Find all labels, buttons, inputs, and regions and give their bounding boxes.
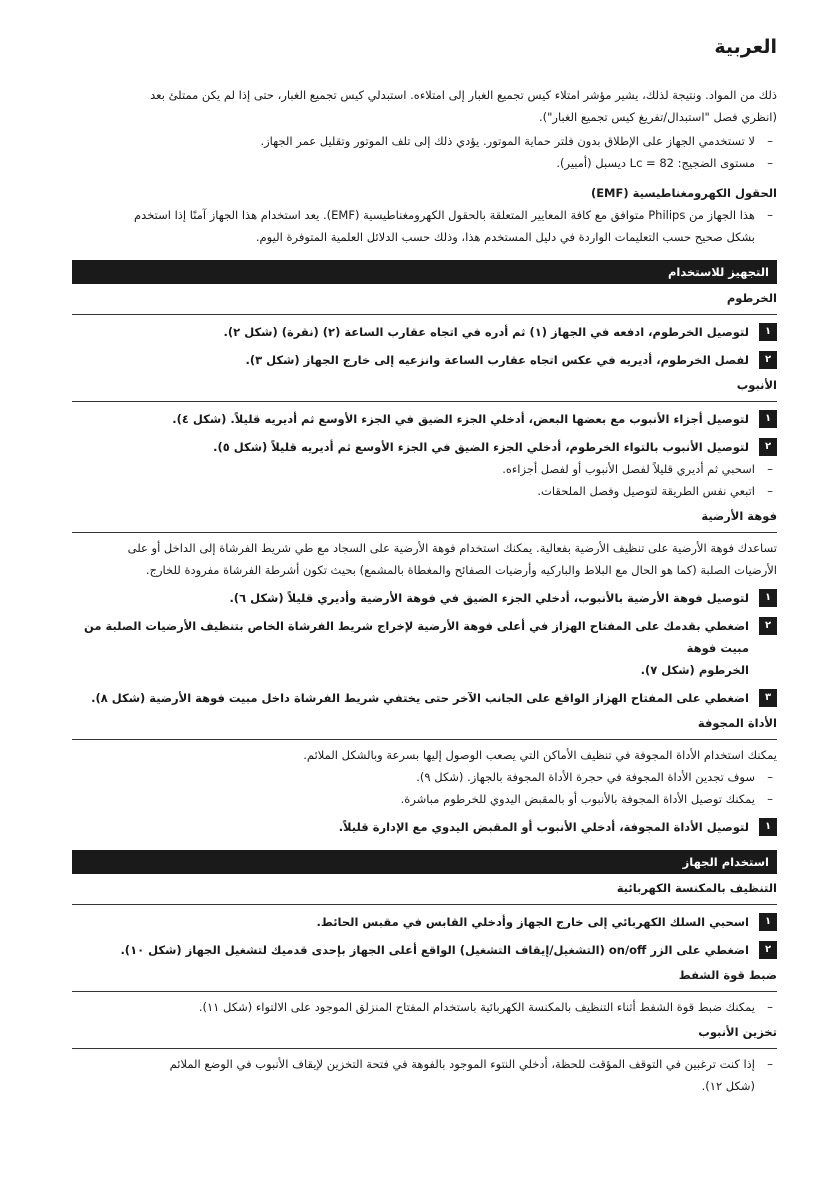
subsection-tube-title: الأنبوب xyxy=(736,378,777,392)
section-bar-using: استخدام الجهاز xyxy=(72,850,777,874)
step-text: لتوصيل أجزاء الأنبوب مع بعضها البعض، أدخلي الجزء الضيق في الجزء الأوسع ثم أديريه قليلاً. (شكل ٤). xyxy=(172,412,749,426)
bullet-motor-filter: – لا تستخدمي الجهاز على الإطلاق بدون فلتر حماية الموتور. يؤدي ذلك إلى تلف الموتور وتقليل عمر الجهاز. xyxy=(72,130,777,152)
storage-bullet-1: – إذا كنت ترغبين في التوقف المؤقت للحظة، أدخلي النتوء الموجود بالفوهة في فتحة التخزين لإيقاف الأنبوب في الوضع الملائم xyxy=(72,1053,777,1075)
tube-step-1 xyxy=(72,408,777,430)
step-number: ٢ xyxy=(759,617,777,635)
floor-nozzle-text: تساعدك فوهة الأرضية على تنظيف الأرضية بفعالية. يمكنك استخدام فوهة الأرضية على السجاد مع طي شريط الفرشاة إلى الداخل أو على xyxy=(127,541,777,555)
bullet-noise-level: – مستوى الضجيج: Lc = 82 ديسبل (أمبير). xyxy=(72,152,777,174)
floor-step-3 xyxy=(72,687,777,709)
cleaning-step-1 xyxy=(72,911,777,933)
floor-nozzle-text-cont: الأرضيات الصلبة (كما هو الحال مع البلاط والباركيه وأرضيات الصفائح والمغطاة بالمشمع) بحيث تكون أشرطة الفرشاة مفرودة للخارج. xyxy=(145,563,777,577)
tube-step-2 xyxy=(72,436,777,458)
divider xyxy=(72,314,777,315)
page-title: العربية xyxy=(714,36,777,58)
crevice-bullet-2: – يمكنك توصيل الأداة المجوفة بالأنبوب أو بالمقبض اليدوي للخرطوم مباشرة. xyxy=(72,788,777,810)
step-number: ٢ xyxy=(759,351,777,369)
step-text: اسحبي السلك الكهربائي إلى خارج الجهاز وأدخلي القابس في مقبس الحائط. xyxy=(316,915,749,929)
emf-heading: الحقول الكهرومغناطيسية (EMF) xyxy=(590,186,777,200)
crevice-bullet-1: – سوف تجدين الأداة المجوفة في حجرة الأداة المجوفة بالجهاز. (شكل ٩). xyxy=(72,766,777,788)
subsection-tube-storage-title: تخزين الأنبوب xyxy=(698,1025,777,1039)
floor-step-2 xyxy=(72,615,777,681)
step-text: لتوصيل فوهة الأرضية بالأنبوب، أدخلي الجزء الضيق في فوهة الأرضية وأديري قليلاً (شكل ٦). xyxy=(229,591,749,605)
step-text: لتوصيل الخرطوم، ادفعه في الجهاز (١) ثم أدره في اتجاه عقارب الساعة (٢) (نقرة) (شكل ٢). xyxy=(223,325,749,339)
intro-text-cont: (انظري فصل "استبدال/تفريغ كيس تجميع الغبار"). xyxy=(538,110,777,124)
divider xyxy=(72,904,777,905)
divider xyxy=(72,991,777,992)
crevice-step-1 xyxy=(72,816,777,838)
step-number: ١ xyxy=(759,410,777,428)
step-text: لتوصيل الأداة المجوفة، أدخلي الأنبوب أو المقبض اليدوي مع الإدارة قليلاً. xyxy=(338,820,749,834)
divider xyxy=(72,1048,777,1049)
step-number: ٣ xyxy=(759,689,777,707)
subsection-cleaning-title: التنظيف بالمكنسة الكهربائية xyxy=(616,881,777,895)
subsection-hose-title: الخرطوم xyxy=(726,291,777,305)
section-bar-preparing: التجهيز للاستخدام xyxy=(72,260,777,284)
step-number: ١ xyxy=(759,589,777,607)
cleaning-step-2 xyxy=(72,939,777,961)
suction-bullet-1: – يمكنك ضبط قوة الشفط أثناء التنظيف بالمكنسة الكهربائية باستخدام المفتاح المنزلق الموجود على الالتواء (شكل ١١). xyxy=(72,996,777,1018)
step-number: ١ xyxy=(759,323,777,341)
floor-step-1 xyxy=(72,587,777,609)
emf-bullet-cont: بشكل صحيح حسب التعليمات الواردة في دليل المستخدم هذا، وذلك حسب الدلائل العلمية المتوفرة اليوم. xyxy=(255,230,755,244)
step-text: اضغطي على المفتاح الهزاز الواقع على الجانب الآخر حتى يختفي شريط الفرشاة داخل مبيت فوهة الأرضية (شكل ٨). xyxy=(91,691,749,705)
storage-bullet-cont: (شكل ١٢). xyxy=(701,1079,755,1093)
step-number: ١ xyxy=(759,913,777,931)
hose-step-2 xyxy=(72,349,777,371)
step-number: ٢ xyxy=(759,438,777,456)
emf-bullet: – هذا الجهاز من Philips متوافق مع كافة المعايير المتعلقة بالحقول الكهرومغناطيسية (EMF). يعد استخدام هذا الجهاز آمنًا إذا استخدم xyxy=(72,204,777,226)
page-content xyxy=(72,84,777,1097)
step-text: اضغطي على الزر on/off (التشغيل/إيقاف التشغيل) الواقع أعلى الجهاز بإحدى قدميك لتشغيل الجهاز (شكل ١٠). xyxy=(120,943,749,957)
intro-text: ذلك من المواد. ونتيجة لذلك، يشير مؤشر امتلاء كيس تجميع الغبار إلى امتلاءه. استبدلي كيس تجميع الغبار، حتى إذا لم يكن ممتلئ بعد xyxy=(150,88,777,102)
subsection-suction-title: ضبط قوة الشفط xyxy=(678,968,777,982)
crevice-text: يمكنك استخدام الأداة المجوفة في تنظيف الأماكن التي يصعب الوصول إليها بسرعة وبالشكل الملائم. xyxy=(303,748,777,762)
step-text: اضغطي بقدمك على المفتاح الهزاز في أعلى فوهة الأرضية لإخراج شريط الفرشاة الخاص بتنظيف الأرضيات الصلبة من مبيت فوهة xyxy=(84,619,749,655)
tube-bullet-1: – اسحبي ثم أديري قليلاً لفصل الأنبوب أو لفصل أجزاءه. xyxy=(72,458,777,480)
intro-paragraph xyxy=(72,84,777,128)
tube-bullet-2: – اتبعي نفس الطريقة لتوصيل وفصل الملحقات. xyxy=(72,480,777,502)
step-text: لتوصيل الأنبوب بالتواء الخرطوم، أدخلي الجزء الضيق في الجزء الأوسع ثم أديريه قليلاً (شكل ٥). xyxy=(213,440,749,454)
step-text-cont: الخرطوم (شكل ٧). xyxy=(640,663,749,677)
subsection-floor-nozzle-title: فوهة الأرضية xyxy=(701,509,777,523)
step-number: ٢ xyxy=(759,941,777,959)
divider xyxy=(72,532,777,533)
divider xyxy=(72,739,777,740)
divider xyxy=(72,401,777,402)
step-number: ١ xyxy=(759,818,777,836)
hose-step-1 xyxy=(72,321,777,343)
step-text: لفصل الخرطوم، أديريه في عكس اتجاه عقارب الساعة وانزعيه إلى خارج الجهاز (شكل ٣). xyxy=(245,353,749,367)
subsection-crevice-tool-title: الأداة المجوفة xyxy=(697,716,777,730)
